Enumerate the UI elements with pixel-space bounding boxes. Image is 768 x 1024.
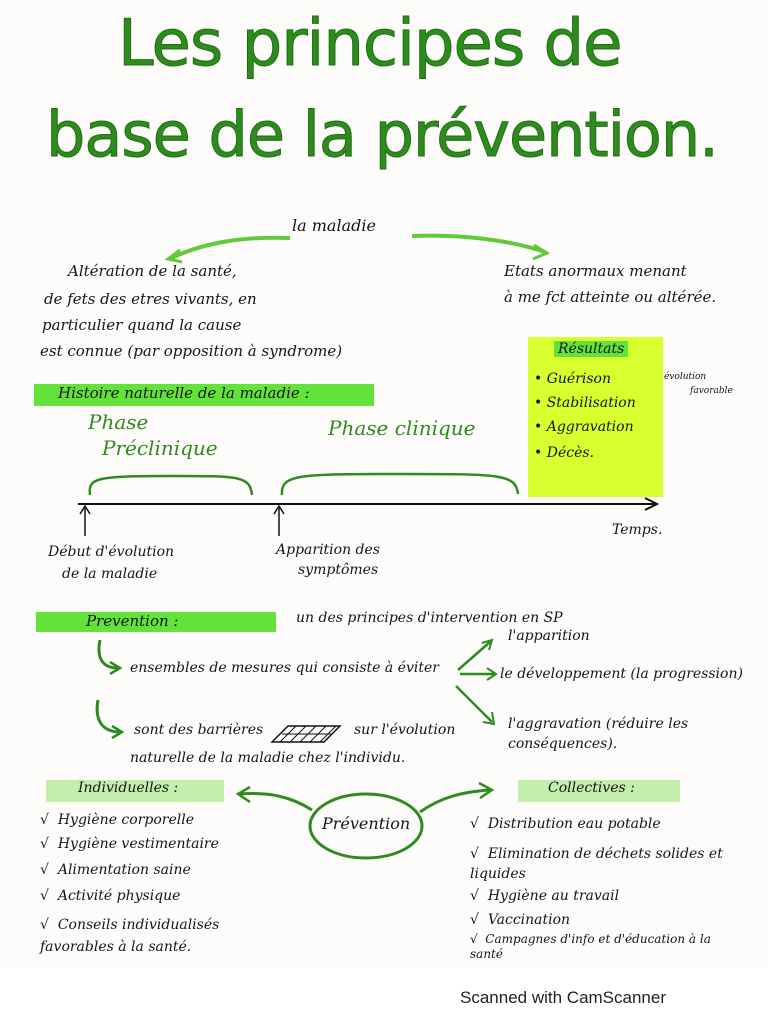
resultat-item: • Décès. xyxy=(534,445,594,461)
target-aggravation: l'aggravation (réduire les conséquences). xyxy=(508,716,689,752)
side-note-line1: évolution xyxy=(664,372,707,382)
individuelles-item: √ Hygiène vestimentaire xyxy=(40,836,219,852)
prevention-center-label: Prévention xyxy=(322,814,411,833)
target-apparition: l'apparition xyxy=(508,628,590,644)
brace-preclinique xyxy=(90,476,252,495)
histoire-heading: Histoire naturelle de la maladie : xyxy=(34,384,374,406)
resultats-sticky-note xyxy=(528,337,663,497)
prevention-point2-c: naturelle de la maladie chez l'individu. xyxy=(130,750,406,766)
phase-preclinique-line2: Préclinique xyxy=(102,436,218,460)
definition-line: particulier quand la cause xyxy=(42,316,242,334)
collectives-item: √ Distribution eau potable xyxy=(470,816,661,832)
apparition-line1: Apparition des xyxy=(276,542,380,558)
individuelles-heading: Individuelles : xyxy=(46,780,224,802)
prevention-point1: ensembles de mesures qui consiste à éviter xyxy=(130,660,439,676)
definition-line: Etats anormaux menant xyxy=(504,262,687,280)
definition-line: de fets des etres vivants, en xyxy=(44,290,257,308)
title-line-1: Les principes de xyxy=(118,7,622,81)
prevention-definition: un des principes d'intervention en SP xyxy=(296,610,563,626)
barrier-icon xyxy=(272,726,340,742)
arrow-to-apparition xyxy=(458,642,490,670)
arrow-maladie-right xyxy=(412,236,545,252)
individuelles-item: √ Hygiène corporelle xyxy=(40,812,194,828)
resultat-item: • Guérison xyxy=(534,371,612,387)
resultat-item: • Aggravation xyxy=(534,419,634,435)
definition-line: est connue (par opposition à syndrome) xyxy=(40,342,343,360)
arrow-to-individuelles xyxy=(240,794,312,810)
debut-line2: de la maladie xyxy=(62,566,158,582)
collectives-item: √ Hygiène au travail xyxy=(470,888,620,904)
collectives-heading: Collectives : xyxy=(518,780,680,802)
prevention-point2-a: sont des barrières xyxy=(134,722,264,738)
prevention-heading: Prevention : xyxy=(36,612,276,632)
resultats-heading: Résultats xyxy=(554,341,628,357)
debut-line1: Début d'évolution xyxy=(48,544,175,560)
maladie-label: la maladie xyxy=(292,216,376,235)
individuelles-item: √ Conseils individualisés favorables à la santé. xyxy=(40,917,220,955)
arrow-to-aggravation xyxy=(456,686,492,722)
side-note-line2: favorable xyxy=(690,386,733,396)
arrow-to-collectives xyxy=(420,790,490,812)
camscanner-footer: Scanned with CamScanner xyxy=(460,988,667,1007)
prevention-point2-b: sur l'évolution xyxy=(354,722,456,738)
collectives-item: √ Elimination de déchets solides et liquides xyxy=(470,846,723,882)
definition-line: à me fct atteinte ou altérée. xyxy=(504,288,717,306)
arrow-point2 xyxy=(97,700,120,732)
brace-clinique xyxy=(282,474,518,495)
collectives-item: √ Campagnes d'info et d'éducation à la santé xyxy=(470,932,711,961)
individuelles-item: √ Alimentation saine xyxy=(40,862,191,878)
individuelles-item: √ Activité physique xyxy=(40,888,181,904)
phase-clinique: Phase clinique xyxy=(328,416,476,440)
definition-line: Altération de la santé, xyxy=(68,262,237,280)
target-developpement: le développement (la progression) xyxy=(500,666,743,682)
phase-preclinique-line1: Phase xyxy=(88,410,149,434)
resultat-item: • Stabilisation xyxy=(534,395,636,411)
arrow-maladie-left xyxy=(172,238,290,258)
collectives-item: √ Vaccination xyxy=(470,912,571,928)
temps-label: Temps. xyxy=(612,522,663,538)
title-line-2: base de la prévention. xyxy=(46,98,718,171)
apparition-line2: symptômes xyxy=(298,562,379,578)
